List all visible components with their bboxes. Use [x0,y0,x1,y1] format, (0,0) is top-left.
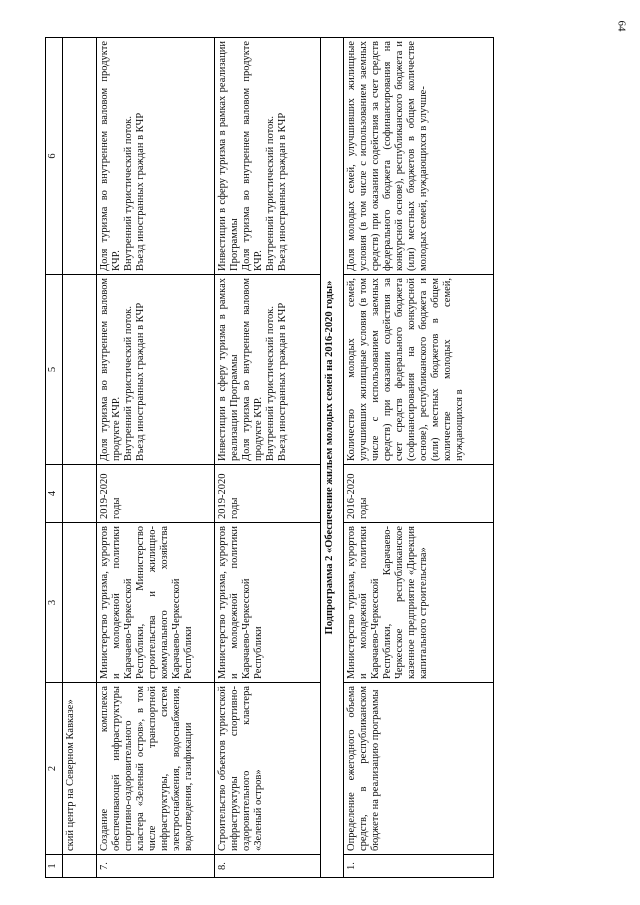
indicator-line: Въезд иностранных граждан в КЧР [135,302,146,461]
target-line: Внутренний туристический поток. [265,115,276,271]
target-line: Доля туризма во внутреннем валовом продукте КЧР. [99,41,122,271]
indicator-line: Доля туризма во внутреннем валовом продукте КЧР. [241,278,264,461]
target-cell: Доля молодых семей, улучшивших жилищные условия (в том числе с использованием заемных средств) при оказании содействия за счет средств федерального бюджета (софинансирования на конкурсной основе), республиканского бюджета и (или) местных бюджетов в общем количестве молодых семей, нуждающихся в улучше- [344,38,494,275]
indicator-cell [97,275,215,465]
col-header-4: 4 [46,465,63,523]
indicator-line: Инвестиции в сферу туризма в рамках реализации Программы [217,278,240,461]
period-cell: 2019-2020 годы [215,465,321,523]
target-line: Внутренний туристический поток. [123,115,134,271]
executor-cell: Министерство туризма, курортов и молодежной политики Карачаево-Черкесской Республики [215,523,321,683]
measure-cell: Строительство объектов туристской инфраструктуры спортивно-оздоровительного кластера «Зеленый остров» [215,683,321,855]
measure-cell: Создание комплекса обеспечивающей инфраструктуры спортивно-оздоровительного кластера «Зеленый остров», в том числе транспортной инфраструктуры, систем электроснабжения, водоснабжения, водоотведения, газификации [97,683,215,855]
indicator-line: Доля туризма во внутреннем валовом продукте КЧР. [99,278,122,461]
row-number [63,855,97,878]
target-cell [63,38,97,275]
table-row [63,38,97,878]
subprogram-heading-row [321,38,344,878]
table-row [97,38,215,878]
target-line: Инвестиции в сферу туризма в рамках реализации Программы [217,41,240,271]
row-number: 8. [215,855,321,878]
period-cell [63,465,97,523]
target-line: Доля туризма во внутреннем валовом продукте КЧР. [241,41,264,271]
indicator-cell [63,275,97,465]
executor-cell: Министерство туризма, курортов и молодежной политики Карачаево-Черкесской Республики, Министерство строительства и жилищно-коммунального хозяйства Карачаево-Черкесской Республики [97,523,215,683]
indicator-line: Внутренний туристический поток. [123,305,134,461]
indicator-line: Внутренний туристический поток. [265,305,276,461]
col-header-5: 5 [46,275,63,465]
executor-cell: Министерство туризма, курортов и молодежной политики Карачаево-Черкесской Республики, Карачаево-Черкесское республиканское казенное предприятие «Дирекция капитального строительства» [344,523,494,683]
target-line: Въезд иностранных граждан в КЧР [277,112,288,271]
header-row [46,38,63,878]
indicator-line: Въезд иностранных граждан в КЧР [277,302,288,461]
table-row [215,38,321,878]
subprogram-title: Подпрограмма 2 «Обеспечение жильем молодых семей на 2016-2020 годы» [321,38,344,878]
col-header-6: 6 [46,38,63,275]
period-cell: 2016-2020 годы [344,465,494,523]
executor-cell [63,523,97,683]
target-cell [215,38,321,275]
rotated-table-page [45,38,615,878]
row-number: 1. [344,855,494,878]
target-line: Въезд иностранных граждан в КЧР [135,112,146,271]
page-number: 64 [615,20,628,32]
col-header-1: 1 [46,855,63,878]
period-cell: 2019-2020 годы [97,465,215,523]
measure-cell: ский центр на Северном Кавказе» [63,683,97,855]
row-number: 7. [97,855,215,878]
col-header-2: 2 [46,683,63,855]
measure-cell: Определение ежегодного объема средств, в республиканском бюджете на реализацию программы [344,683,494,855]
col-header-3: 3 [46,523,63,683]
target-cell [97,38,215,275]
indicator-cell [215,275,321,465]
table-row [344,38,494,878]
indicator-cell: Количество молодых семей, улучшивших жилищные условия (в том числе с использованием заемных средств) при оказании содействия за счет средств федерального бюджета (софинансирования на конкурсной основе), республиканского бюджета и (или) местных бюджетов в общем количестве молодых семей, нуждающихся в [344,275,494,465]
measures-table [45,37,494,878]
